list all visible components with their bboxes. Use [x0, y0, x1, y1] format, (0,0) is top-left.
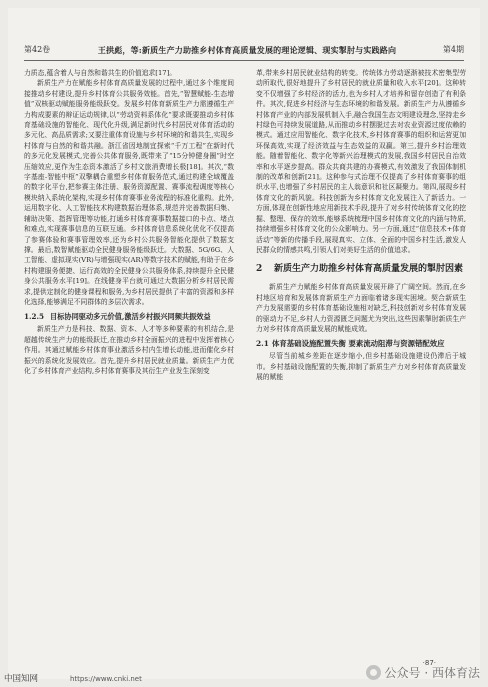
paragraph: 新质生产力在赋能乡村体育高质量发展的过程中,通过多个维度间接推动乡村建设,提升乡村体育公共服务效能。首先,“智慧赋能-生态增值”双核驱动赋能服务能级跃变。发展乡村体育新质生产力需遵循生产力构成要素的辩证运动规律,以“劳动资料系体化”要求既要推动乡村体育基础设施的智能化、现代化升级,满足新时代乡村居民对体育活动的多元化、高品质需求;又要注重体育设施与乡村环境的和谐共生,实现乡村体育与自然的和谐共融。浙江省因地制宜探索“千万工程”在新时代的多元化发展模式,完善公共体育服务,既带来了“15分钟健身圈”时空压缩效应,更作为生态资本激活了乡村文旅消费增长极[18]。其次,“数字基座-智能中枢”双擎耦合重塑乡村体育服务范式,通过构建全域覆盖的数字化平台,把参赛主体注册、服务资源配置、赛事流程调度等核心模块纳入系统化架构,实现乡村体育赛事业务流程的标准化重构。此外,运用数字化、人工智能技术构建数据治理体系,规范并完善数据归集、辅助决策、指挥管理等功能,打通乡村体育赛事数据接口的卡点、堵点和难点,实现赛事信息的互联互通。乡村体育信息系统化优化不仅提高了参赛体验和赛事管理效率,还为乡村公共服务智能化提供了数据支撑。最后,数智赋能驱动全民健身服务能级跃迁。大数据、5G/6G、人工智能、虚拟现实(VR)与增强现实(AR)等数字技术的赋能,有助于在乡村构建服务便捷、运行高效的全民健身公共服务体系,持续提升全民健身公共服务水平[19]。在线健身平台就可通过大数据分析乡村居民需求,提供定制化的健身课程和服务,为乡村居民提供了丰富的资源和多样化选择,能够满足不同群体的多层次需求。 — [24, 79, 234, 306]
subsection-number: 1.2.5 — [24, 312, 45, 322]
page-number: ·87· — [422, 659, 436, 667]
running-header — [24, 42, 464, 58]
wechat-icon — [366, 665, 381, 680]
cnki-footer — [0, 665, 150, 687]
section-heading — [256, 263, 466, 276]
left-column — [24, 68, 234, 658]
section-number: 2 — [256, 264, 263, 275]
watermark — [366, 664, 480, 681]
volume-label: 第42卷 — [24, 45, 51, 54]
watermark-text: 公众号 · 西体育法 — [384, 666, 480, 680]
subsection-heading — [24, 311, 234, 322]
subsection-heading — [256, 338, 466, 349]
subsection-title: 体育基础设施配置失衡 要素流动阻滞与资源错配效应 — [272, 339, 445, 349]
subsection-title: 目标协同驱动多元价值,激活乡村振兴同频共振效益 — [50, 312, 211, 322]
paragraph: 尽管当前城乡差距在逐步缩小,但乡村基础设施建设仍滞后于城市。乡村基础设施配置的失衡,抑制了新质生产力对乡村体育高质量发展的赋能 — [256, 352, 466, 382]
paragraph: 新质生产力是科技、数据、资本、人才等多种要素的有机结合,是超越传统生产力的能级跃迁,在推动乡村全面振兴的进程中发挥着核心作用。其通过赋能乡村体育事业激活乡村内生增长动能,进而催化乡村振兴的系统化发展效应。首先,提升乡村居民就业质量。新质生产力优化了乡村体育产业结构,乡村体育赛事及其衍生产业发生深刻变 — [24, 325, 234, 375]
issue-label: 第4期 — [442, 45, 464, 54]
section-title: 新质生产力助推乡村体育高质量发展的掣肘因素 — [274, 264, 464, 275]
cnki-url[interactable]: https://www.cnki.net — [70, 675, 142, 683]
journal-page — [8, 8, 480, 679]
cnki-logo: 中国知网 — [4, 674, 39, 684]
paragraph: 革,带来乡村居民就业结构的转变。传统体力劳动逐渐被技术密集型劳动所取代,很好地提升了乡村居民的就业质量和收入水平[20]。这种转变不仅增强了乡村经济的活力,也为乡村人才培养和留存创造了有利条件。其次,促进乡村经济与生态环境的和谐发展。新质生产力从遵循乡村体育产业的内部发展机制入手,融合我国生态文明建设理念,坚持走乡村绿色可持续发展道路,从而推动乡村摆脱过去对农业资源过度依赖的模式。通过应用智能化、数字化技术,乡村体育赛事的组织和运营更加环保高效,实现了经济效益与生态效益的双赢。第三,提升乡村治理效能。随着智能化、数字化等新兴治理模式的发展,我国乡村居民自治效率和水平逐步提高。群众共商共建的办赛模式,有效激发了我国体制机制的改革和创新[21]。这种参与式治理不仅提高了乡村体育赛事的组织水平,也增强了乡村居民的主人翁意识和社区凝聚力。第四,展现乡村体育文化的新风貌。科技创新为乡村体育文化发展注入了新活力。一方面,体现在创新性地应用新技术手段,提升了对乡村传统体育文化的挖掘、整理、保存的效率,能够系统梳理中国乡村体育文化的内涵与特质,持续增强乡村体育文化的公众影响力。另一方面,通过“信息技术+体育活动”等新的传播手段,展现真实、立体、全面的中国乡村生活,激发人民群众的情感共鸣,引领人们对美好生活的价值追求。 — [256, 69, 466, 254]
right-column — [256, 68, 466, 668]
paragraph: 力质态,蕴含着人与自然和谐共生的价值追求[17]。 — [24, 69, 177, 77]
header-rule — [24, 60, 464, 61]
running-title: 王拱彪，等:新质生产力助推乡村体育高质量发展的理论逻辑、现实掣肘与实践路向 — [97, 45, 397, 55]
subsection-number: 2.1 — [256, 339, 269, 349]
paragraph: 新质生产力赋能乡村体育高质量发展开辟了广阔空间。然而,在乡村地区培育和发展体育新质生产力面临着诸多现实困境。契合新质生产力发展需要的乡村体育基础设施相对缺乏,科技创新对乡村体育发展的驱动力不足,乡村人力资源匮乏问题尤为突出,这些因素掣肘新质生产力对乡村体育高质量发展的赋能成效。 — [256, 283, 466, 333]
